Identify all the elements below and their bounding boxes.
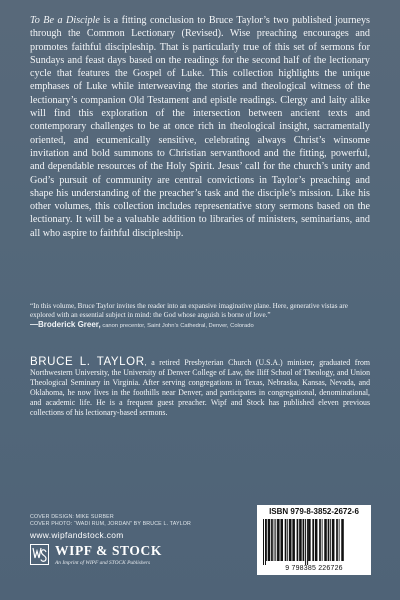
cover-design-credit: COVER DESIGN: MIKE SURBER [30, 514, 114, 520]
publisher-website[interactable]: www.wipfandstock.com [30, 530, 124, 540]
endorsement [30, 302, 370, 332]
publisher-name: WIPF & STOCK [55, 543, 162, 558]
ws-monogram-icon [32, 546, 47, 563]
ws-logo-icon [30, 544, 49, 565]
endorsement-attribution [30, 320, 370, 331]
book-description [30, 14, 370, 240]
barcode-bars-icon [262, 519, 366, 565]
isbn-barcode [257, 505, 371, 575]
book-title: To Be a Disciple [30, 15, 100, 26]
author-bio-text: , a retired Presbyterian Church (U.S.A.) minister, graduated from Northwestern University, the University of Denver College of Law, the Iliff School of Theology, and Union Theological Seminary in Virginia. After serving congregations in Texas, Nebraska, Kansas, Nevada, and Oklahoma, he now lives in the foothills near Denver, and participates in congregational, denominational, and academic life. He is a frequent guest preacher. Wipf and Stock has published eleven previous collections of his lectionary-based sermons. [30, 358, 370, 418]
cover-credits [30, 514, 191, 528]
author-bio [30, 357, 370, 419]
publisher-logo [30, 544, 230, 568]
author-name: BRUCE L. TAYLOR [30, 356, 145, 368]
publisher-tagline: An Imprint of WIPF and STOCK Publishers [55, 560, 151, 566]
isbn-label: ISBN 979-8-3852-2672-6 [269, 507, 359, 516]
cover-photo-credit: COVER PHOTO: “WADI RUM, JORDAN” BY BRUCE L. TAYLOR [30, 520, 192, 527]
barcode-digits: 9 798385 226726 [285, 565, 343, 572]
endorser-name: —Broderick Greer, [30, 320, 101, 330]
endorsement-quote: “In this volume, Bruce Taylor invites the reader into an expansive imaginative plane. Here, generative vistas are explored with an essential subject in mind: the God whose anguish is borne of love.” [30, 302, 348, 320]
description-text: is a fitting conclusion to Bruce Taylor’s two published journeys through the Common Lectionary (Revised). Wise preaching encourages and promotes faithful discipleship. That is particularly true of this set of sermons for Sundays and feast days based on the readings for the second half of the lectionary cycle that features the Gospel of Luke. This collection highlights the unique emphases of Luke while interweaving the stories and theological witness of the lectionary’s companion Old Testament and epistle readings. Clergy and laity alike will find this exploration of the intersection between ancient texts and contemporary challenges to be at once rich in theological insight, sacramentally oriented, and ecumenically sensitive, celebrating always Christ’s winsome invitation and bold summons to Christian servanthood and the fitting, powerful, and dependable resources of the Holy Spirit. Jesus’ call for the church’s unity and God’s pursuit of community are central convictions in Taylor’s preaching and shape his understanding of the preacher’s task and the disciple’s mission. Like his other volumes, this collection includes representative story sermons based on the lectionary. It will be a valuable addition to libraries of ministers, seminarians, and all who aspire to faithful discipleship. [30, 15, 370, 239]
endorser-role: canon precentor, Saint John’s Cathedral, Denver, Colorado [100, 323, 254, 330]
